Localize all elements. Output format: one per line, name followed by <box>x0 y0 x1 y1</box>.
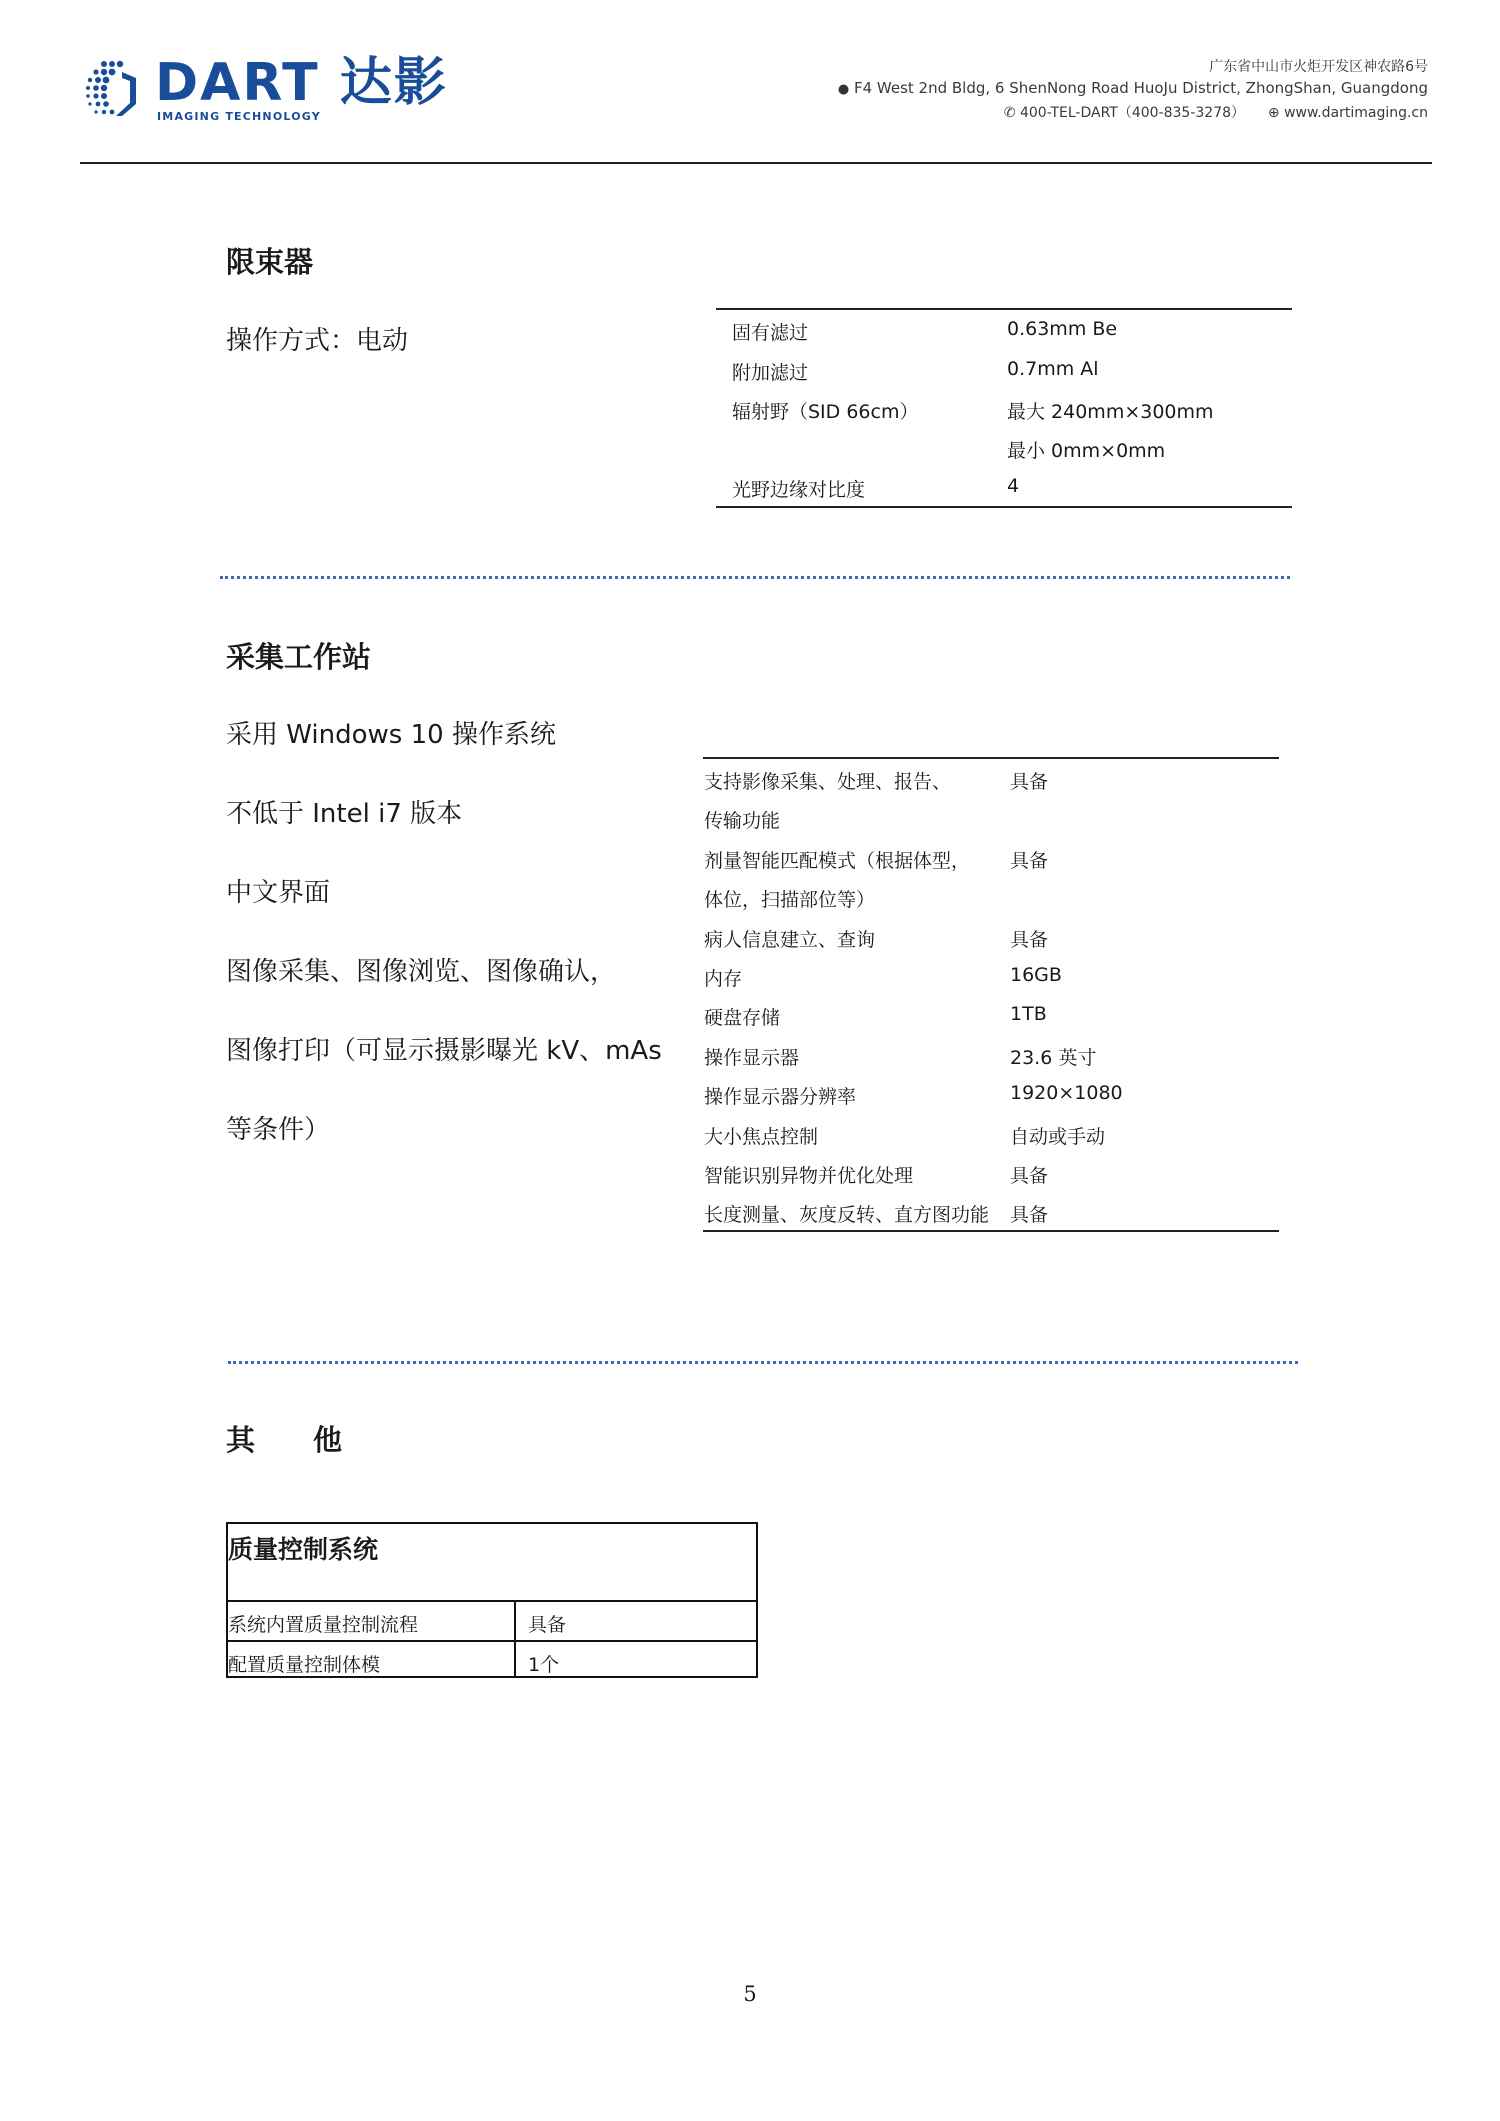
spec-label: 智能识别异物并优化处理 <box>704 1165 914 1187</box>
header-divider <box>80 162 1432 164</box>
section-divider <box>220 576 1290 579</box>
table-bottom-rule <box>716 506 1292 508</box>
contact-row <box>1004 102 1428 122</box>
workstation-line: 采用 Windows 10 操作系统 <box>226 720 556 750</box>
qc-header-row <box>228 1524 756 1602</box>
spec-label: 操作显示器分辨率 <box>704 1086 857 1108</box>
spec-label: 长度测量、灰度反转、直方图功能 <box>704 1204 990 1226</box>
section-title-other: 其 他 <box>226 1423 343 1457</box>
spec-label: 体位，扫描部位等） <box>704 889 876 911</box>
website[interactable]: www.dartimaging.cn <box>1284 105 1428 121</box>
spec-label: 传输功能 <box>704 810 781 832</box>
spec-label: 操作显示器 <box>704 1047 800 1069</box>
workstation-line: 图像打印（可显示摄影曝光 kV、mAs <box>226 1036 662 1066</box>
spec-label: 剂量智能匹配模式（根据体型， <box>704 850 971 872</box>
qc-label: 系统内置质量控制流程 <box>228 1614 419 1636</box>
location-pin-icon: ● <box>837 82 850 97</box>
address-english-row <box>838 79 1428 97</box>
workstation-line: 图像采集、图像浏览、图像确认， <box>226 957 617 987</box>
phone-number: 400-TEL-DART（400-835-3278） <box>1019 105 1246 121</box>
spec-value: 最小 0mm×0mm <box>1007 440 1166 462</box>
spec-value: 最大 240mm×300mm <box>1007 401 1214 423</box>
table-top-rule <box>716 308 1292 310</box>
spec-label: 附加滤过 <box>732 362 809 384</box>
spec-value: 具备 <box>1010 850 1049 872</box>
spec-value: 自动或手动 <box>1010 1126 1106 1148</box>
phone-icon: ✆ <box>1003 105 1016 121</box>
qc-label: 配置质量控制体模 <box>228 1654 381 1676</box>
spec-value: 具备 <box>1010 771 1049 793</box>
spec-label: 支持影像采集、处理、报告、 <box>704 771 952 793</box>
spec-value: 16GB <box>1010 964 1062 986</box>
address-chinese: 广东省中山市火炬开发区神农路6号 <box>1209 59 1428 75</box>
section-divider <box>228 1361 1298 1364</box>
section-title-collimator: 限束器 <box>226 245 314 279</box>
qc-value: 具备 <box>528 1614 567 1636</box>
collimator-operation: 操作方式：电动 <box>226 326 409 356</box>
spec-label: 辐射野（SID 66cm） <box>732 401 919 423</box>
spec-label: 固有滤过 <box>732 322 809 344</box>
spec-label: 大小焦点控制 <box>704 1126 819 1148</box>
spec-value: 具备 <box>1010 1165 1049 1187</box>
table-bottom-rule <box>703 1230 1279 1232</box>
spec-value: 具备 <box>1010 1204 1049 1226</box>
spec-value: 具备 <box>1010 929 1049 951</box>
company-logo-text: DART 达影 <box>155 53 448 113</box>
company-tagline: IMAGING TECHNOLOGY <box>157 110 321 123</box>
page-number: 5 <box>743 1982 757 2006</box>
spec-value: 1TB <box>1010 1003 1047 1025</box>
qc-value: 1个 <box>528 1654 560 1676</box>
spec-label: 内存 <box>704 968 743 990</box>
qc-table-title: 质量控制系统 <box>228 1535 379 1564</box>
spec-label: 硬盘存储 <box>704 1007 781 1029</box>
section-title-workstation: 采集工作站 <box>226 640 372 674</box>
spec-value: 4 <box>1007 475 1020 497</box>
spec-label: 光野边缘对比度 <box>732 479 866 501</box>
spec-value: 0.63mm Be <box>1007 318 1118 340</box>
dart-logo-mark <box>82 56 152 126</box>
column-divider <box>514 1600 516 1676</box>
workstation-line: 不低于 Intel i7 版本 <box>226 799 463 829</box>
workstation-line: 中文界面 <box>226 878 331 908</box>
spec-value: 23.6 英寸 <box>1010 1047 1097 1069</box>
spec-label: 病人信息建立、查询 <box>704 929 876 951</box>
spec-value: 0.7mm Al <box>1007 358 1099 380</box>
quality-control-table <box>226 1522 758 1678</box>
table-top-rule <box>703 757 1279 759</box>
globe-icon: ⊕ <box>1267 105 1280 121</box>
address-english: F4 West 2nd Bldg, 6 ShenNong Road HuoJu District, ZhongShan, Guangdong <box>853 79 1428 97</box>
spec-value: 1920×1080 <box>1010 1082 1123 1104</box>
workstation-line: 等条件） <box>226 1115 331 1145</box>
